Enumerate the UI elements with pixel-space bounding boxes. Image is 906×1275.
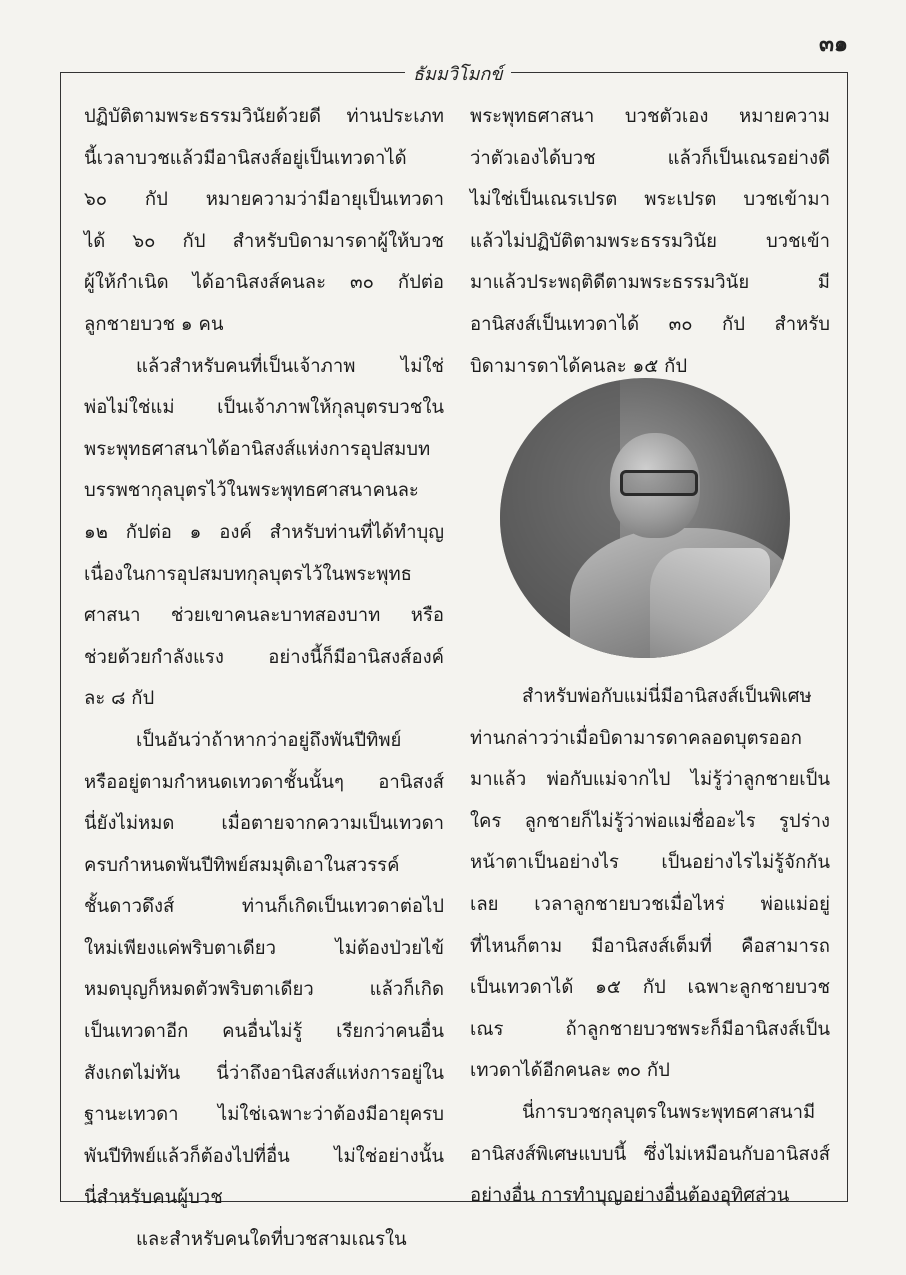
text-line: นี่สำหรับคนผู้บวช <box>84 1187 223 1209</box>
right-column-top <box>470 96 830 387</box>
text-line: ผู้ให้กำเนิด ได้อานิสงส์คนละ ๓๐ กัปต่อ <box>84 272 444 294</box>
text-line: ช่วยด้วยกำลังแรง อย่างนี้ก็มีอานิสงส์องค์ <box>84 646 444 668</box>
text-line: สังเกตไม่ทัน นี่ว่าถึงอานิสงส์แห่งการอยู่ใน <box>84 1062 444 1084</box>
text-line: ครบกำหนดพันปีทิพย์สมมุติเอาในสวรรค์ <box>84 854 400 876</box>
text-line: ปฏิบัติตามพระธรรมวินัยด้วยดี ท่านประเภท <box>84 106 444 127</box>
text-line: อานิสงส์พิเศษแบบนี้ ซึ่งไม่เหมือนกับอานิสงส์ <box>470 1143 830 1165</box>
text-line: เลย เวลาลูกชายบวชเมื่อไหร่ พ่อแม่อยู่ <box>470 893 830 915</box>
text-line: เป็นเทวดาอีก คนอื่นไม่รู้ เรียกว่าคนอื่น <box>84 1021 444 1043</box>
text-line: เป็นอันว่าถ้าหากว่าอยู่ถึงพันปีทิพย์ <box>136 729 402 751</box>
text-line: บรรพชากุลบุตรไว้ในพระพุทธศาสนาคนละ <box>84 480 419 502</box>
running-title: ธัมมวิโมกข์ <box>405 59 511 88</box>
text-line: แล้วสำหรับคนที่เป็นเจ้าภาพ ไม่ใช่ <box>136 355 444 377</box>
text-line: ฐานะเทวดา ไม่ใช่เฉพาะว่าต้องมีอายุครบ <box>84 1104 444 1126</box>
text-line: ๖๐ กัป หมายความว่ามีอายุเป็นเทวดา <box>84 189 444 211</box>
text-line: ใคร ลูกชายก็ไม่รู้ว่าพ่อแม่ชื่ออะไร รูปร่าง <box>470 810 830 832</box>
text-line: ละ ๘ กัป <box>84 688 155 710</box>
text-line: อานิสงส์เป็นเทวดาได้ ๓๐ กัป สำหรับ <box>470 313 830 335</box>
page-number: ๓๑ <box>818 31 848 57</box>
text-line: เทวดาได้อีกคนละ ๓๐ กัป <box>470 1060 670 1082</box>
text-line: ไม่ใช่เป็นเณรเปรต พระเปรต บวชเข้ามา <box>470 189 830 211</box>
text-line: นี่การบวชกุลบุตรในพระพุทธศาสนามี <box>522 1101 816 1123</box>
text-line: ๑๒ กัปต่อ ๑ องค์ สำหรับท่านที่ได้ทำบุญ <box>84 521 444 543</box>
text-line: พันปีทิพย์แล้วก็ต้องไปที่อื่น ไม่ใช่อย่างนั้น <box>84 1145 444 1167</box>
text-line: ศาสนา ช่วยเขาคนละบาทสองบาท หรือ <box>84 605 444 627</box>
text-line: ลูกชายบวช ๑ คน <box>84 313 224 335</box>
monk-portrait-photo <box>500 378 790 658</box>
right-column-bottom <box>470 676 830 1217</box>
text-line: ได้ ๖๐ กัป สำหรับบิดามารดาผู้ให้บวช <box>84 230 444 252</box>
portrait-circle <box>500 378 790 658</box>
text-line: แล้วไม่ปฏิบัติตามพระธรรมวินัย บวชเข้า <box>470 230 830 252</box>
text-line: เนื่องในการอุปสมบทกุลบุตรไว้ในพระพุทธ <box>84 563 412 585</box>
text-line: พระพุทธศาสนาได้อานิสงส์แห่งการอุปสมบท <box>84 438 431 460</box>
text-line: นี่ยังไม่หมด เมื่อตายจากความเป็นเทวดา <box>84 813 444 835</box>
text-line: มาแล้ว พ่อกับแม่จากไป ไม่รู้ว่าลูกชายเป็น <box>470 769 830 791</box>
text-line: พ่อไม่ใช่แม่ เป็นเจ้าภาพให้กุลบุตรบวชใน <box>84 397 444 419</box>
text-line: พระพุทธศาสนา บวชตัวเอง หมายความ <box>470 106 830 127</box>
text-line: และสำหรับคนใดที่บวชสามเณรใน <box>136 1229 407 1251</box>
glasses-shape <box>620 470 698 496</box>
text-line: มาแล้วประพฤติดีตามพระธรรมวินัย มี <box>470 272 830 294</box>
text-line: นี้เวลาบวชแล้วมีอานิสงส์อยู่เป็นเทวดาได้ <box>84 147 407 169</box>
left-column <box>84 96 444 1261</box>
text-line: ว่าตัวเองได้บวช แล้วก็เป็นเณรอย่างดี <box>470 147 830 169</box>
text-line: หรืออยู่ตามกำหนดเทวดาชั้นนั้นๆ อานิสงส์ <box>84 771 444 793</box>
text-line: สำหรับพ่อกับแม่นี่มีอานิสงส์เป็นพิเศษ <box>522 686 812 707</box>
text-line: ท่านกล่าวว่าเมื่อบิดามารดาคลอดบุตรออก <box>470 727 802 749</box>
text-line: หมดบุญก็หมดตัวพริบตาเดียว แล้วก็เกิด <box>84 979 444 1001</box>
text-line: ชั้นดาวดึงส์ ท่านก็เกิดเป็นเทวดาต่อไป <box>84 896 444 918</box>
text-line: เป็นเทวดาได้ ๑๕ กัป เฉพาะลูกชายบวช <box>470 977 830 999</box>
text-line: ที่ไหนก็ตาม มีอานิสงส์เต็มที่ คือสามารถ <box>470 935 830 957</box>
text-line: หน้าตาเป็นอย่างไร เป็นอย่างไรไม่รู้จักกัน <box>470 852 830 874</box>
text-line: อย่างอื่น การทำบุญอย่างอื่นต้องอุทิศส่วน <box>470 1185 790 1207</box>
text-line: เณร ถ้าลูกชายบวชพระก็มีอานิสงส์เป็น <box>470 1018 830 1040</box>
text-line: บิดามารดาได้คนละ ๑๕ กัป <box>470 355 688 377</box>
text-line: ใหม่เพียงแค่พริบตาเดียว ไม่ต้องป่วยไข้ <box>84 937 444 959</box>
